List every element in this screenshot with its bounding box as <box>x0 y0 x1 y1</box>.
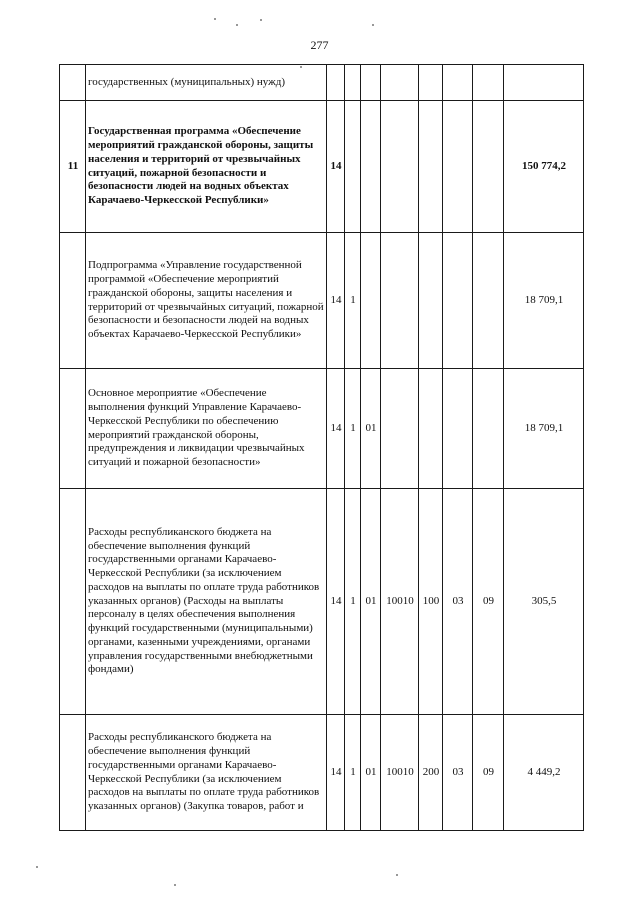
code-rz <box>443 65 473 101</box>
code-vr <box>419 369 443 489</box>
code-pr <box>473 233 504 369</box>
scan-speck <box>300 66 302 68</box>
code-rz: 03 <box>443 715 473 831</box>
row-index <box>60 369 86 489</box>
row-name: государственных (муниципальных) нужд) <box>86 65 327 101</box>
row-amount: 4 449,2 <box>504 715 584 831</box>
code-gp: 14 <box>327 233 345 369</box>
code-pr <box>473 65 504 101</box>
code-gp <box>327 65 345 101</box>
budget-table <box>59 64 584 831</box>
table-row <box>60 715 584 831</box>
code-vr <box>419 65 443 101</box>
code-sub: 1 <box>345 233 361 369</box>
row-name: Подпрограмма «Управление государственной программой «Обеспечение мероприятий гражданской обороны, защиты населения и территорий от чрезвычайных ситуаций, пожарной безопасности и безопасности людей на водных объектах Карачаево-Черкесской Республики» <box>86 233 327 369</box>
code-om: 01 <box>361 369 381 489</box>
code-pr <box>473 101 504 233</box>
code-vr: 200 <box>419 715 443 831</box>
row-amount: 305,5 <box>504 489 584 715</box>
row-amount: 150 774,2 <box>504 101 584 233</box>
code-sub: 1 <box>345 489 361 715</box>
scan-speck <box>236 24 238 26</box>
code-om <box>361 65 381 101</box>
scan-speck <box>214 18 216 20</box>
code-sub <box>345 65 361 101</box>
row-name: Государственная программа «Обеспечение мероприятий гражданской обороны, защиты населения и территорий от чрезвычайных ситуаций, пожарной безопасности и безопасности людей на водных объектах Карачаево-Черкесской Республики» <box>86 101 327 233</box>
row-amount: 18 709,1 <box>504 369 584 489</box>
code-gp: 14 <box>327 715 345 831</box>
code-om <box>361 233 381 369</box>
row-name: Расходы республиканского бюджета на обеспечение выполнения функций государственными органами Карачаево-Черкесской Республики (за исключением расходов на выплаты по оплате труда работников указанных органов) (Закупка товаров, работ и <box>86 715 327 831</box>
code-dir <box>381 233 419 369</box>
row-index <box>60 489 86 715</box>
code-gp: 14 <box>327 369 345 489</box>
code-dir <box>381 101 419 233</box>
table-row <box>60 369 584 489</box>
code-rz <box>443 369 473 489</box>
table-row <box>60 233 584 369</box>
code-dir: 10010 <box>381 715 419 831</box>
code-pr: 09 <box>473 715 504 831</box>
scan-speck <box>174 884 176 886</box>
page-number: 277 <box>310 38 329 52</box>
code-pr <box>473 369 504 489</box>
code-om <box>361 101 381 233</box>
row-index <box>60 65 86 101</box>
code-dir: 10010 <box>381 489 419 715</box>
code-gp: 14 <box>327 101 345 233</box>
code-dir <box>381 369 419 489</box>
scan-speck <box>372 24 374 26</box>
table-row <box>60 489 584 715</box>
code-om: 01 <box>361 489 381 715</box>
row-name: Основное мероприятие «Обеспечение выполнения функций Управление Карачаево-Черкесской Республики по обеспечению мероприятий гражданской обороны, предупреждения и ликвидации чрезвычайных ситуаций и пожарной безопасности» <box>86 369 327 489</box>
row-amount <box>504 65 584 101</box>
row-index <box>60 715 86 831</box>
row-index <box>60 233 86 369</box>
code-sub <box>345 101 361 233</box>
code-sub: 1 <box>345 715 361 831</box>
code-sub: 1 <box>345 369 361 489</box>
code-pr: 09 <box>473 489 504 715</box>
row-index: 11 <box>60 101 86 233</box>
row-amount: 18 709,1 <box>504 233 584 369</box>
code-vr <box>419 101 443 233</box>
scan-speck <box>36 866 38 868</box>
table-row <box>60 101 584 233</box>
scan-speck <box>260 19 262 21</box>
code-rz <box>443 101 473 233</box>
code-om: 01 <box>361 715 381 831</box>
code-vr: 100 <box>419 489 443 715</box>
code-rz <box>443 233 473 369</box>
scan-speck <box>396 874 398 876</box>
table-row <box>60 65 584 101</box>
code-vr <box>419 233 443 369</box>
row-name: Расходы республиканского бюджета на обеспечение выполнения функций государственными органами Карачаево-Черкесской Республики (за исключением расходов на выплаты по оплате труда работников указанных органов) (Расходы на выплаты персоналу в целях обеспечения выполнения функций государственными (муниципальными) органами, казенными учреждениями, органами управления государственными внебюджетными фондами) <box>86 489 327 715</box>
code-gp: 14 <box>327 489 345 715</box>
code-rz: 03 <box>443 489 473 715</box>
code-dir <box>381 65 419 101</box>
